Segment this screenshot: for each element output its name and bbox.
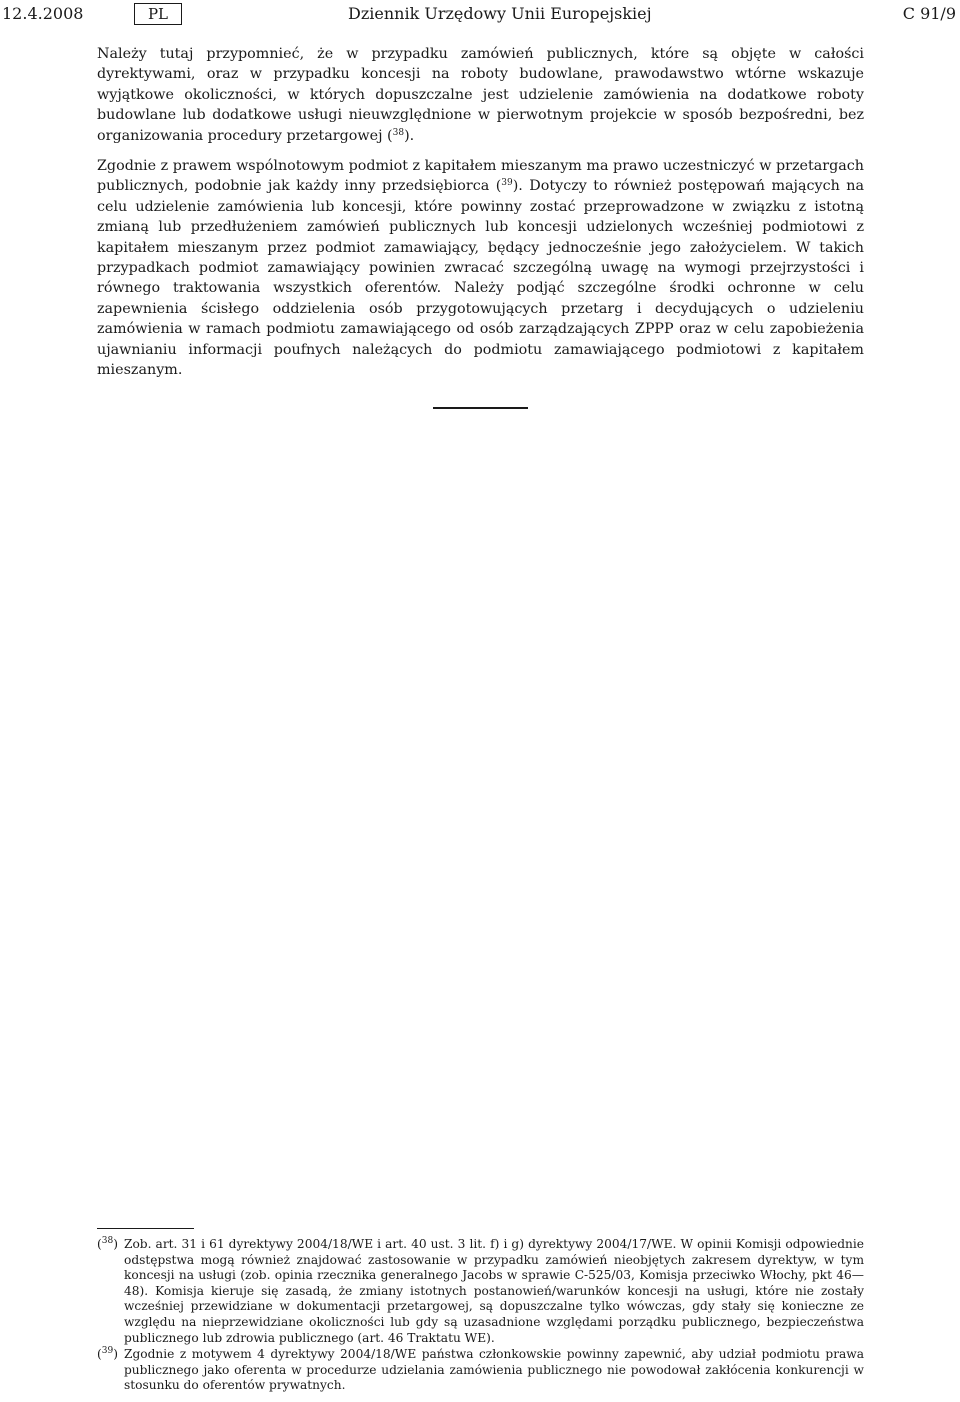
footnote-reference[interactable]: 39	[501, 178, 513, 189]
page-header	[0, 0, 960, 30]
footnote-marker: ($^{39}$)	[97, 1346, 118, 1362]
section-end-divider	[433, 407, 528, 409]
journal-title: Dziennik Urzędowy Unii Europejskiej	[348, 4, 652, 23]
paragraph	[97, 156, 864, 380]
footnote-reference[interactable]: 38	[392, 127, 405, 138]
paragraph-text: ).	[404, 127, 415, 144]
paragraph	[97, 44, 864, 146]
paragraph-text: ). Dotyczy to również postępowań mających na celu udzielenie zamówienia lub koncesji, które powinny zostać przeprowadzone w związku z istotną zmianą lub przedłużeniem zamówień publicznych lub koncesji udzielonych wcześniej podmiotowi z kapitałem mieszanym przez podmiot zamawiający, będący jednocześnie jego założycielem. W takich przypadkach podmiot zamawiający powinien zwracać szczególną uwagę na wymogi przejrzystości i równego traktowania wszystkich oferentów. Należy podjąć szczególne środki ochronne w celu zapewnienia ścisłego oddzielenia osób przygotowujących przetarg i decydujących o udzieleniu zamówienia w ramach podmiotu zamawiającego od osób zarządzających ZPPP oraz w celu zapobieżenia ujawnianiu informacji poufnych należących do podmiotu zamawiającego podmiotowi z kapitałem mieszanym.	[97, 178, 864, 379]
footnote-marker: ($^{38}$)	[97, 1236, 118, 1251]
publication-date: 12.4.2008	[2, 4, 84, 23]
footnote-number: 38	[101, 1236, 114, 1246]
page-reference: C 91/9	[902, 4, 956, 23]
footnotes	[97, 1237, 864, 1395]
language-badge: PL	[134, 3, 182, 25]
footnote	[97, 1347, 864, 1394]
paragraph-text: Zgodnie z prawem wspólnotowym podmiot z kapitałem mieszanym ma prawo uczestniczyć w przetargach publicznych, podobnie jak każdy inny przedsiębiorca (	[97, 158, 864, 195]
document-body	[97, 44, 864, 391]
footnote-text: Zgodnie z motywem 4 dyrektywy 2004/18/WE państwa członkowskie powinny zapewnić, aby udział podmiotu prawa publicznego jako oferenta w procedurze udzielania zamówienia publicznego nie powodował zakłócenia konkurencji w stosunku do oferentów prywatnych.	[124, 1347, 864, 1393]
paragraph-text: Należy tutaj przypomnieć, że w przypadku zamówień publicznych, które są objęte w całości dyrektywami, oraz w przypadku koncesji na roboty budowlane, prawodawstwo wtórne wskazuje wyjątkowe okoliczności, w których dopuszczalne jest udzielenie zamówienia na dodatkowe roboty budowlane lub dodatkowe usługi nieuwzględnione w pierwotnym projekcie w sposób bezpośredni, bez organizowania procedury przetargowej (	[97, 46, 864, 144]
footnote	[97, 1237, 864, 1346]
footnote-text: Zob. art. 31 i 61 dyrektywy 2004/18/WE i art. 40 ust. 3 lit. f) i g) dyrektywy 2004/17/WE. W opinii Komisji odpowiednie odstępstwa mogą również znajdować zastosowanie w przypadku zamówień nieobjętych zakresem dyrektyw, w tym koncesji na usługi (zob. opinia rzecznika generalnego Jacobs w sprawie C-525/03, Komisja przeciwko Włochy, pkt 46—48). Komisja kieruje się zasadą, że zmiany istotnych postanowień/warunków koncesji na usługi, które nie zostały wcześniej przewidziane w dokumentacji przetargowej, są dopuszczalne tylko wówczas, gdy stały się konieczne ze względu na nieprzewidziane okoliczności lub gdy są uzasadnione względami porządku publicznego, bezpieczeństwa publicznego lub zdrowia publicznego (art. 46 Traktatu WE).	[124, 1237, 864, 1345]
footnote-number: 39	[101, 1346, 114, 1357]
footnote-separator	[97, 1228, 194, 1229]
